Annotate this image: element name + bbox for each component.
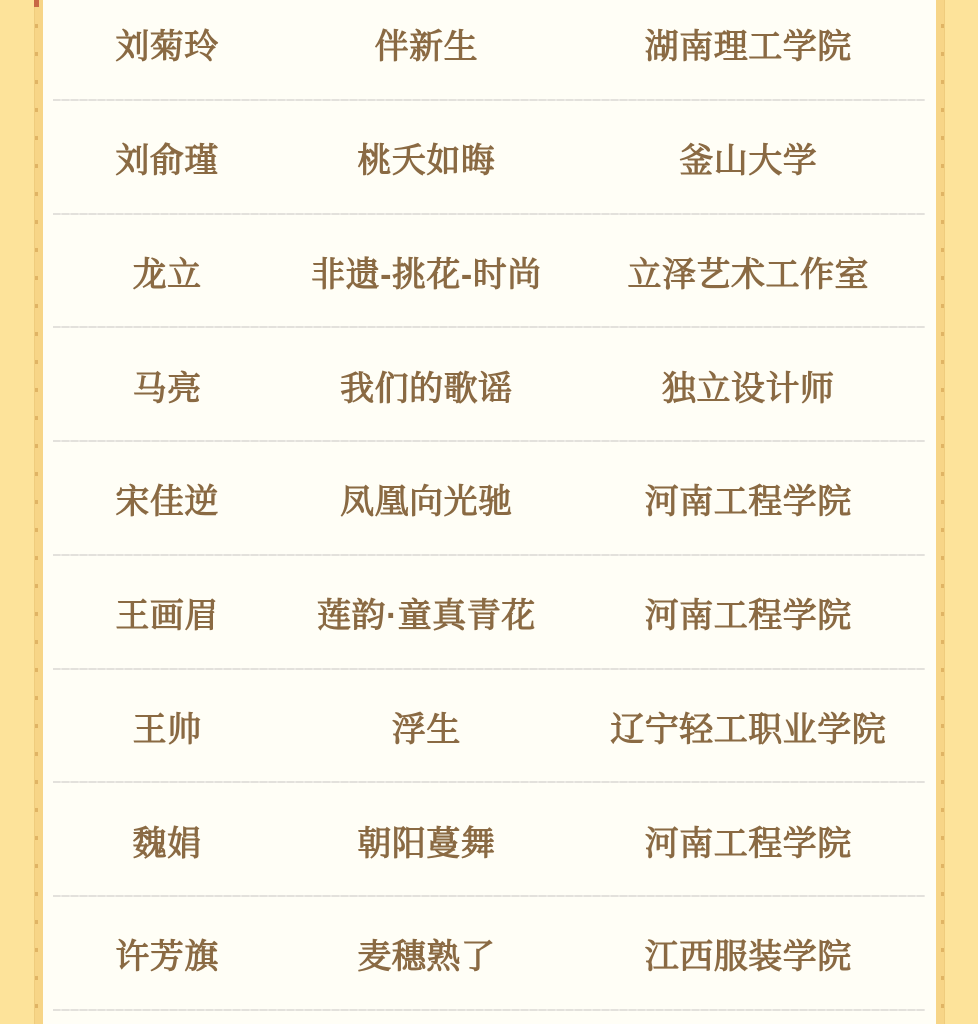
designer-name-cell: 王画眉 [115, 597, 219, 636]
designer-name-cell: 刘菊玲 [115, 28, 219, 67]
designer-name-cell: 许芳旗 [115, 938, 219, 977]
table-row [42, 215, 936, 329]
organization-cell: 独立设计师 [661, 369, 835, 408]
organization-cell: 江西服装学院 [644, 938, 852, 977]
table-row [42, 101, 936, 215]
designer-name-cell: 刘俞瑾 [115, 142, 219, 181]
table-row [42, 0, 936, 101]
designer-name-cell: 王帅 [132, 710, 202, 749]
table-row [42, 783, 936, 897]
organization-cell: 釜山大学 [679, 142, 818, 181]
table-row [42, 897, 936, 1011]
organization-cell: 河南工程学院 [644, 597, 852, 636]
binding-accent-mark [34, 0, 39, 7]
work-title-cell: 我们的歌谣 [340, 369, 513, 408]
designer-name-cell: 魏娟 [132, 824, 202, 863]
organization-cell: 湖南理工学院 [644, 28, 852, 67]
work-title-cell: 非遗-挑花-时尚 [311, 255, 542, 294]
right-binding-strip [936, 0, 945, 1024]
work-title-cell: 朝阳蔓舞 [357, 824, 496, 863]
work-title-cell: 桃夭如晦 [357, 142, 496, 181]
organization-cell: 河南工程学院 [644, 824, 852, 863]
table-row [42, 556, 936, 670]
table-row [42, 328, 936, 442]
award-list-table [42, 0, 936, 1011]
table-row [42, 442, 936, 556]
table-row [42, 670, 936, 784]
designer-name-cell: 龙立 [132, 255, 202, 294]
designer-name-cell: 宋佳逆 [115, 483, 219, 522]
work-title-cell: 凤凰向光驰 [340, 483, 513, 522]
organization-cell: 立泽艺术工作室 [627, 255, 869, 294]
list-card [42, 0, 936, 1024]
organization-cell: 辽宁轻工职业学院 [610, 710, 887, 749]
work-title-cell: 浮生 [391, 710, 461, 749]
work-title-cell: 麦穗熟了 [357, 938, 496, 977]
organization-cell: 河南工程学院 [644, 483, 852, 522]
work-title-cell: 莲韵·童真青花 [316, 597, 536, 636]
designer-name-cell: 马亮 [132, 369, 202, 408]
work-title-cell: 伴新生 [374, 28, 479, 67]
left-binding-strip [34, 0, 43, 1024]
